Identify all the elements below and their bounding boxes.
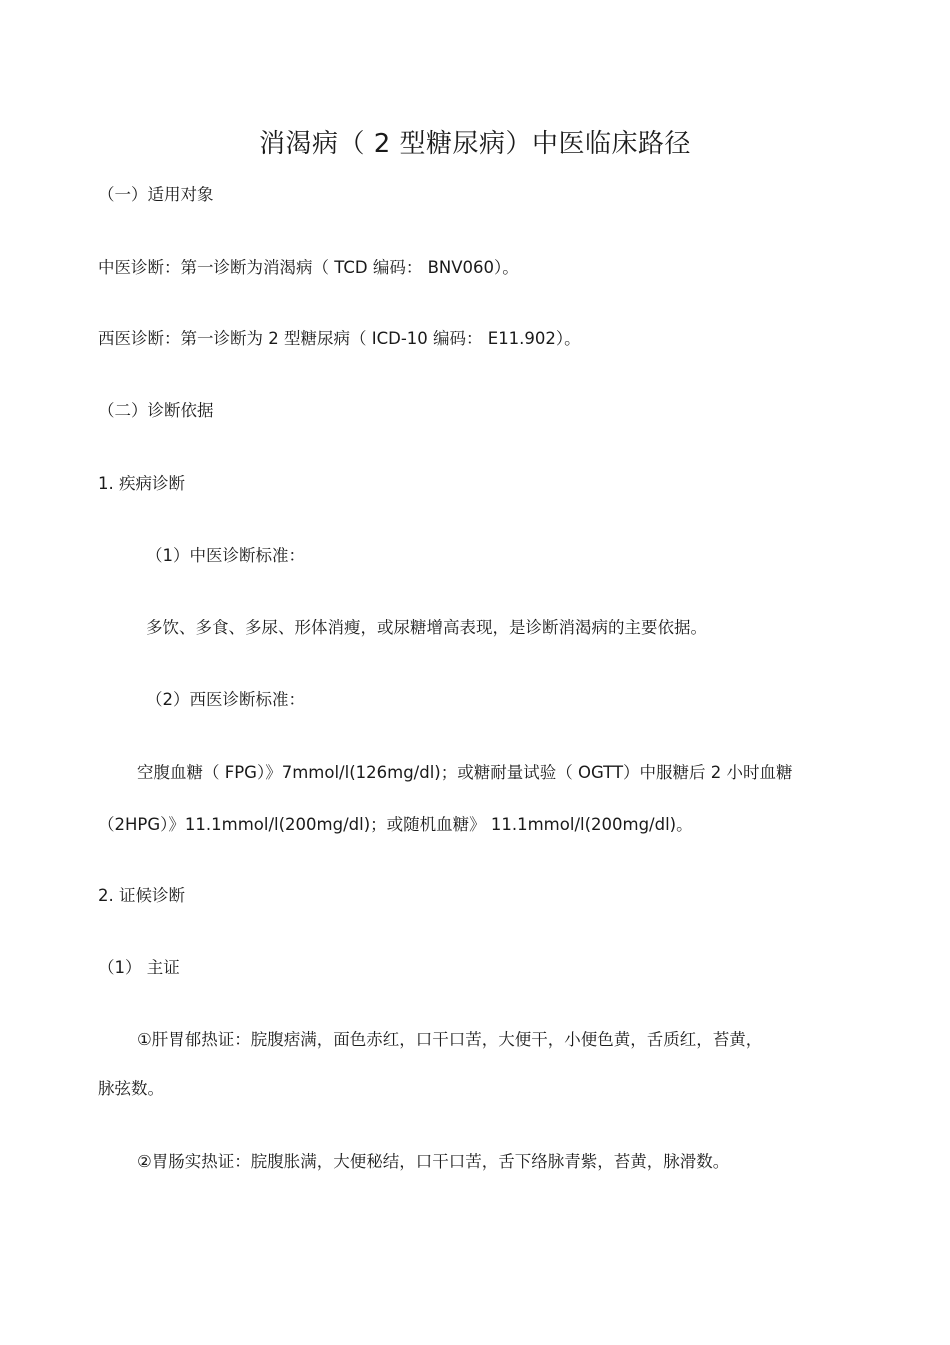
syndrome-item-1-line1: ①肝胃郁热证：脘腹痞满，面色赤红，口干口苦，大便干，小便色黄，舌质红，苔黄， xyxy=(137,1030,763,1049)
western-criteria-text-line1: 空腹血糖（ FPG）》7mmol/l(126mg/dl)；或糖耐量试验（ OGTT）中服糖后 2 小时血糖 xyxy=(137,763,793,782)
syndrome-item-1-line2: 脉弦数。 xyxy=(98,1079,164,1098)
tcm-criteria-heading: （1）中医诊断标准： xyxy=(146,546,305,565)
section-heading-diagnostic-basis: （二）诊断依据 xyxy=(98,401,214,420)
page-title: 消渴病（ 2 型糖尿病）中医临床路径 xyxy=(258,129,692,159)
tcm-diagnosis-line: 中医诊断：第一诊断为消渴病（ TCD 编码： BNV060）。 xyxy=(98,258,519,277)
western-diagnosis-line: 西医诊断：第一诊断为 2 型糖尿病（ ICD-10 编码： E11.902）。 xyxy=(98,329,581,348)
tcm-criteria-text: 多饮、多食、多尿、形体消瘦，或尿糖增高表现，是诊断消渴病的主要依据。 xyxy=(146,618,707,637)
subheading-disease-diagnosis: 1. 疾病诊断 xyxy=(98,474,185,493)
western-criteria-heading: （2）西医诊断标准： xyxy=(146,690,305,709)
main-syndrome-heading: （1） 主证 xyxy=(98,958,180,977)
section-heading-applicable-objects: （一）适用对象 xyxy=(98,185,214,204)
western-criteria-text-line2: （2HPG）》11.1mmol/l(200mg/dl)；或随机血糖》 11.1mmol/l(200mg/dl)。 xyxy=(98,815,693,834)
subheading-syndrome-diagnosis: 2. 证候诊断 xyxy=(98,886,185,905)
syndrome-item-2: ②胃肠实热证：脘腹胀满，大便秘结，口干口苦，舌下络脉青紫，苔黄，脉滑数。 xyxy=(137,1152,730,1171)
